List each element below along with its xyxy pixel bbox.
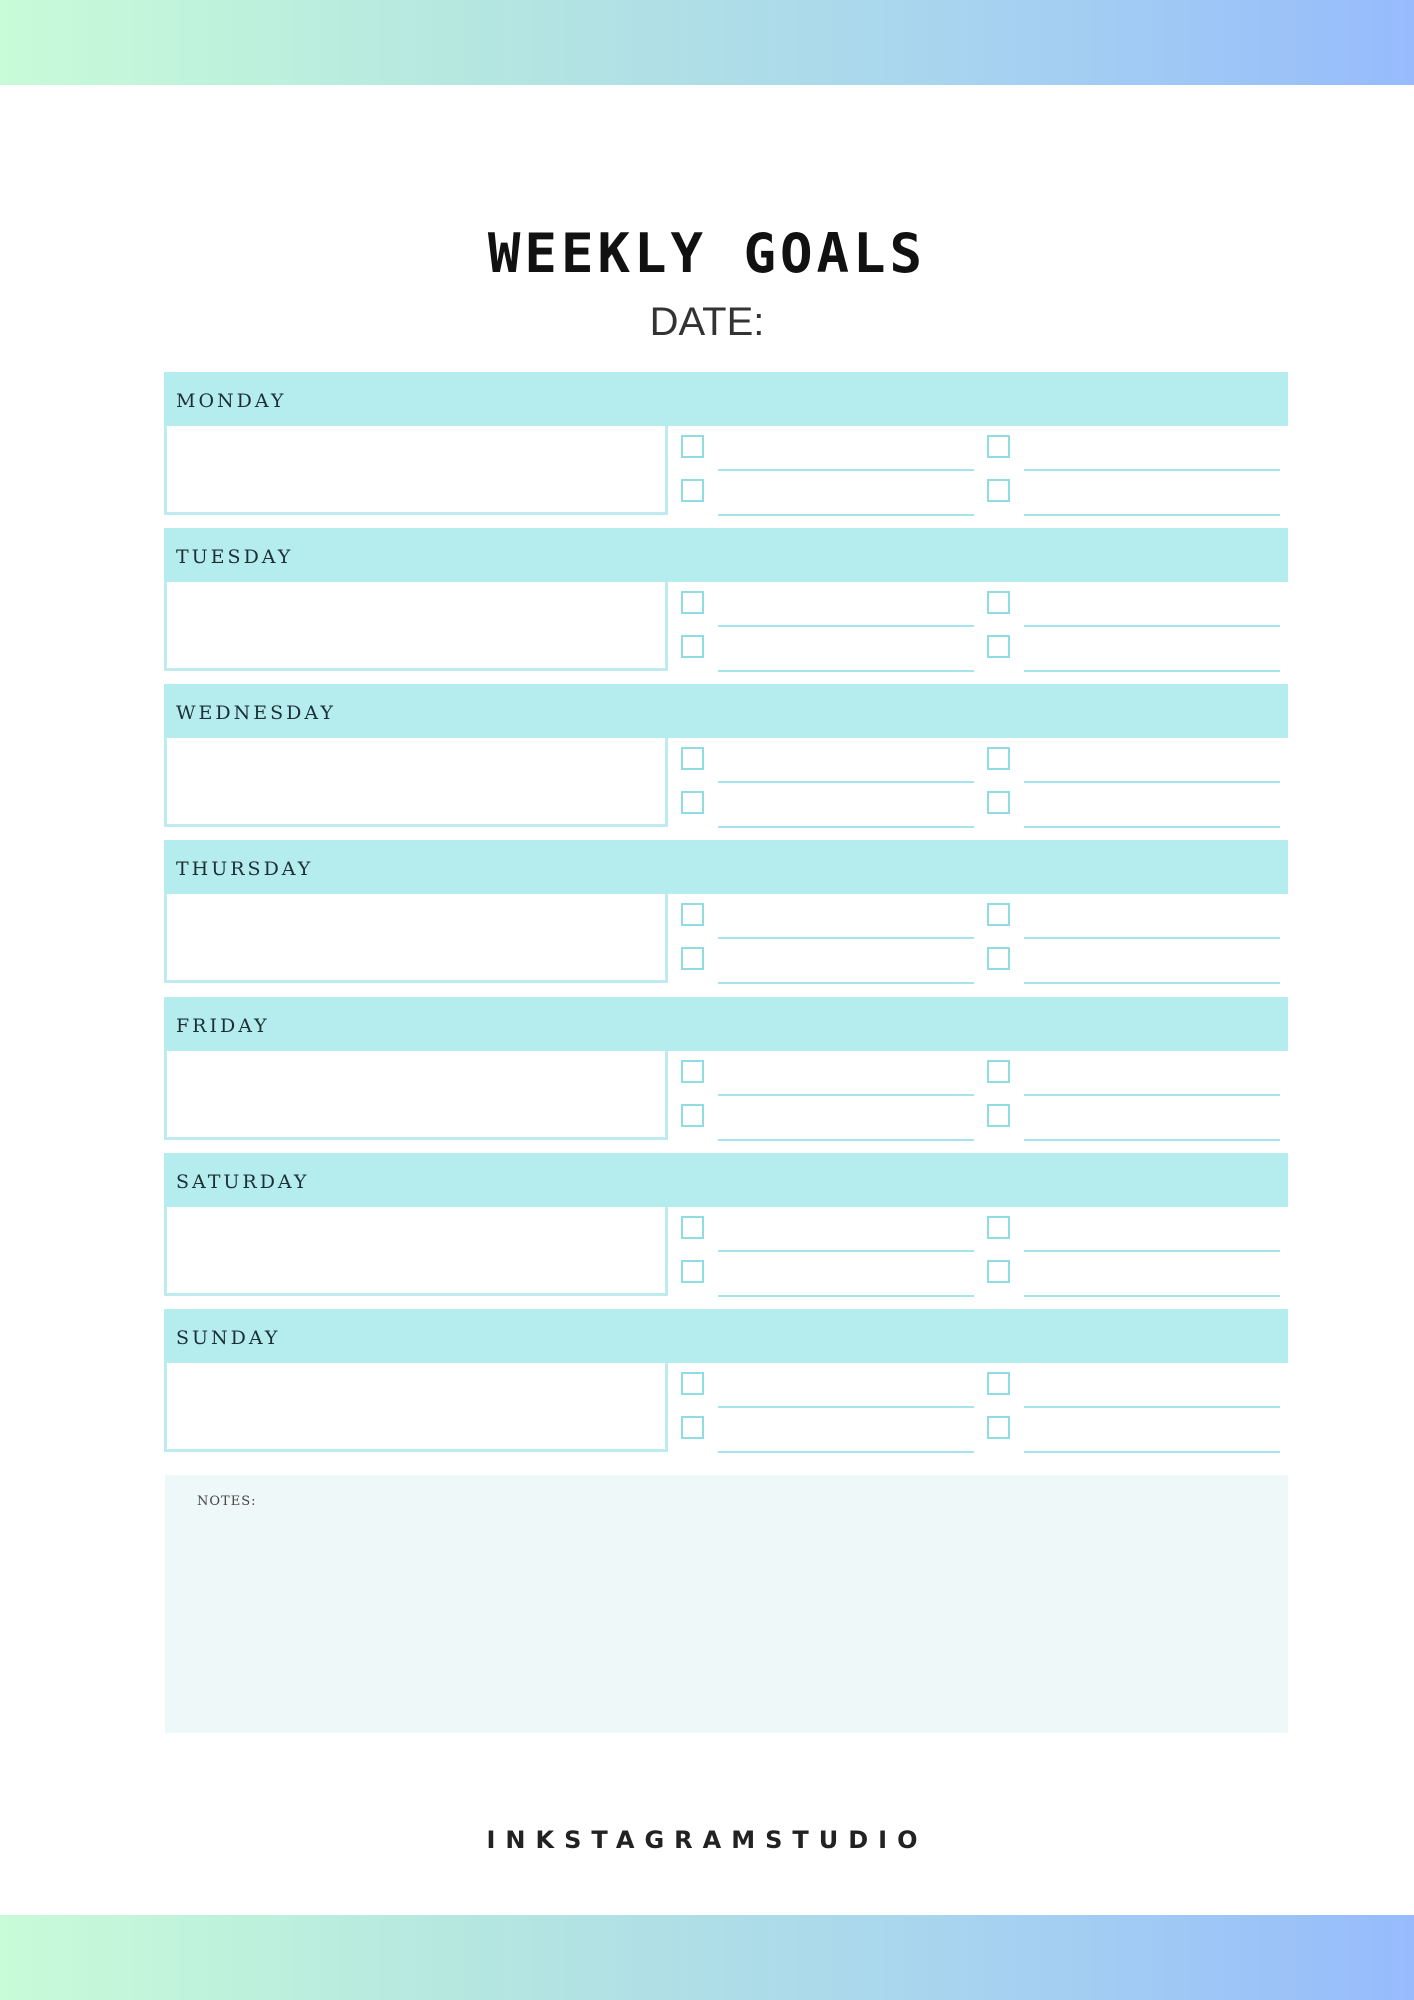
page-title: WEEKLY GOALS — [487, 222, 927, 285]
day-label: TUESDAY — [176, 546, 294, 568]
top-gradient-band — [0, 0, 1414, 85]
day-header — [164, 997, 1288, 1051]
goal-line[interactable] — [718, 469, 974, 471]
day-writing-box[interactable] — [164, 1051, 668, 1140]
goal-checkbox[interactable] — [681, 947, 704, 970]
day-writing-box[interactable] — [164, 738, 668, 827]
goal-checkbox[interactable] — [681, 1060, 704, 1083]
goal-line[interactable] — [718, 1094, 974, 1096]
day-section-tuesday — [164, 528, 1288, 673]
goal-checkbox[interactable] — [681, 591, 704, 614]
goal-line[interactable] — [718, 1406, 974, 1408]
goal-line[interactable] — [1024, 1295, 1280, 1297]
day-label: FRIDAY — [176, 1015, 270, 1037]
goal-checkbox[interactable] — [987, 479, 1010, 502]
goal-checkbox[interactable] — [987, 591, 1010, 614]
goal-checkbox[interactable] — [681, 1216, 704, 1239]
goal-checkbox[interactable] — [987, 947, 1010, 970]
goal-checkbox[interactable] — [681, 903, 704, 926]
goal-checkbox[interactable] — [681, 435, 704, 458]
goal-checkbox[interactable] — [681, 1372, 704, 1395]
goal-line[interactable] — [1024, 1451, 1280, 1453]
day-header — [164, 1153, 1288, 1207]
day-section-saturday — [164, 1153, 1288, 1298]
day-section-monday — [164, 372, 1288, 517]
goal-checkbox[interactable] — [681, 1416, 704, 1439]
day-label: MONDAY — [176, 390, 287, 412]
goal-line[interactable] — [1024, 1094, 1280, 1096]
goal-line[interactable] — [1024, 937, 1280, 939]
goal-checkbox[interactable] — [681, 791, 704, 814]
goal-checkbox[interactable] — [987, 1060, 1010, 1083]
day-writing-box[interactable] — [164, 1207, 668, 1296]
day-writing-box[interactable] — [164, 582, 668, 671]
day-label: THURSDAY — [176, 858, 314, 880]
day-header — [164, 684, 1288, 738]
day-writing-box[interactable] — [164, 894, 668, 983]
goal-line[interactable] — [1024, 781, 1280, 783]
goal-line[interactable] — [1024, 826, 1280, 828]
goal-checkbox[interactable] — [681, 1104, 704, 1127]
day-section-thursday — [164, 840, 1288, 985]
day-section-sunday — [164, 1309, 1288, 1454]
goal-line[interactable] — [718, 937, 974, 939]
day-header — [164, 528, 1288, 582]
bottom-gradient-band — [0, 1915, 1414, 2000]
goal-checkbox[interactable] — [987, 1216, 1010, 1239]
goal-checkbox[interactable] — [987, 791, 1010, 814]
goal-checkbox[interactable] — [681, 479, 704, 502]
day-label: WEDNESDAY — [176, 702, 336, 724]
goal-line[interactable] — [718, 514, 974, 516]
goal-line[interactable] — [1024, 982, 1280, 984]
goal-checkbox[interactable] — [681, 747, 704, 770]
goal-line[interactable] — [718, 1139, 974, 1141]
goal-line[interactable] — [1024, 514, 1280, 516]
goal-line[interactable] — [718, 982, 974, 984]
goal-checkbox[interactable] — [987, 903, 1010, 926]
goal-checkbox[interactable] — [987, 1260, 1010, 1283]
day-label: SATURDAY — [176, 1171, 310, 1193]
day-header — [164, 840, 1288, 894]
date-label: DATE: — [649, 300, 765, 344]
brand-footer: INKSTAGRAMSTUDIO — [486, 1826, 928, 1854]
day-header — [164, 372, 1288, 426]
goal-line[interactable] — [718, 781, 974, 783]
goal-line[interactable] — [1024, 469, 1280, 471]
day-header — [164, 1309, 1288, 1363]
goal-checkbox[interactable] — [987, 1416, 1010, 1439]
goal-line[interactable] — [1024, 670, 1280, 672]
goal-line[interactable] — [718, 1295, 974, 1297]
notes-label: NOTES: — [197, 1494, 257, 1509]
day-section-wednesday — [164, 684, 1288, 829]
goal-line[interactable] — [718, 826, 974, 828]
notes-area[interactable] — [165, 1475, 1288, 1733]
day-writing-box[interactable] — [164, 1363, 668, 1452]
day-label: SUNDAY — [176, 1327, 281, 1349]
goal-line[interactable] — [718, 1250, 974, 1252]
goal-checkbox[interactable] — [987, 635, 1010, 658]
goal-checkbox[interactable] — [987, 1104, 1010, 1127]
goal-line[interactable] — [718, 1451, 974, 1453]
goal-line[interactable] — [1024, 1406, 1280, 1408]
day-writing-box[interactable] — [164, 426, 668, 515]
goal-line[interactable] — [1024, 1250, 1280, 1252]
goal-checkbox[interactable] — [681, 1260, 704, 1283]
goal-line[interactable] — [718, 625, 974, 627]
goal-checkbox[interactable] — [987, 747, 1010, 770]
goal-line[interactable] — [1024, 625, 1280, 627]
goal-checkbox[interactable] — [987, 1372, 1010, 1395]
goal-line[interactable] — [1024, 1139, 1280, 1141]
goal-checkbox[interactable] — [681, 635, 704, 658]
day-section-friday — [164, 997, 1288, 1142]
goal-line[interactable] — [718, 670, 974, 672]
goal-checkbox[interactable] — [987, 435, 1010, 458]
